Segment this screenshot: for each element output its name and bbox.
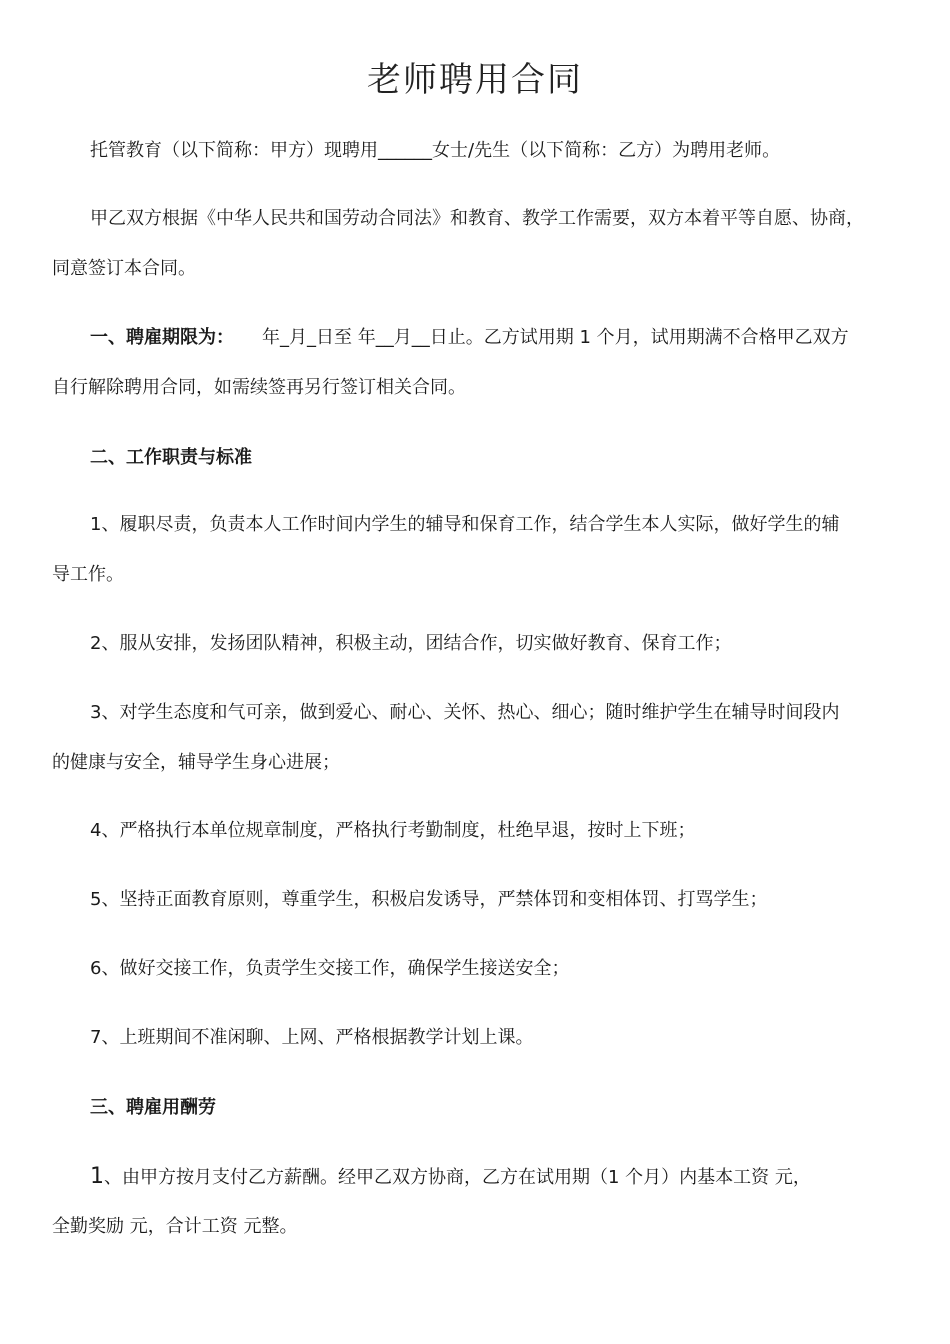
- section3-heading-block: [52, 1083, 912, 1133]
- duty-7-text: 7、上班期间不准闲聊、上网、严格根据教学计划上课。: [90, 1027, 534, 1048]
- basis-paragraph: [52, 194, 912, 294]
- section3-heading: 三、聘雇用酬劳: [90, 1097, 216, 1118]
- intro-text-b: 女士/先生（以下简称：乙方）为聘用老师。: [432, 140, 781, 161]
- duty-item-7: [52, 1013, 912, 1063]
- basis-line-1: 甲乙双方根据《中华人民共和国劳动合同法》和教育、教学工作需要，双方本着平等自愿、协商，: [90, 208, 864, 229]
- section1-line-2: 自行解除聘用合同，如需续签再另行签订相关合同。: [52, 377, 466, 398]
- duty-item-6: [52, 944, 912, 994]
- intro-paragraph: [52, 126, 912, 176]
- pay-1-line-1: 、由甲方按月支付乙方薪酬。经甲乙双方协商，乙方在试用期（1 个月）内基本工资 元，: [104, 1167, 811, 1188]
- duty-item-1: [52, 500, 912, 600]
- pay-1-line-2: 全勤奖励 元，合计工资 元整。: [52, 1216, 298, 1237]
- section1-line-1: 年_月_日至 年__月__日止。乙方试用期 1 个月，试用期满不合格甲乙双方: [262, 327, 849, 348]
- duty-item-3: [52, 688, 912, 788]
- section2-heading: 二、工作职责与标准: [90, 447, 252, 468]
- duty-3-line-2: 的健康与安全，辅导学生身心进展；: [52, 752, 340, 773]
- pay-item-1: [52, 1152, 912, 1252]
- duty-5-text: 5、坚持正面教育原则，尊重学生，积极启发诱导，严禁体罚和变相体罚、打骂学生；: [90, 889, 768, 910]
- duty-1-line-2: 导工作。: [52, 564, 124, 585]
- page-title: 老师聘用合同: [367, 60, 583, 100]
- duty-6-text: 6、做好交接工作，负责学生交接工作，确保学生接送安全；: [90, 958, 570, 979]
- duty-2-text: 2、服从安排，发扬团队精神，积极主动，团结合作，切实做好教育、保育工作；: [90, 633, 732, 654]
- section2-heading-block: [52, 433, 912, 483]
- basis-line-2: 同意签订本合同。: [52, 258, 196, 279]
- duty-3-line-1: 3、对学生态度和气可亲，做到爱心、耐心、关怀、热心、细心；随时维护学生在辅导时间段内: [90, 702, 840, 723]
- section1-paragraph: [52, 313, 912, 413]
- name-blank: ______: [378, 140, 432, 161]
- duty-item-2: [52, 619, 912, 669]
- intro-text-a: 托管教育（以下简称：甲方）现聘用: [90, 140, 378, 161]
- duty-item-4: [52, 806, 912, 856]
- section1-heading: 一、聘雇期限为：: [90, 327, 234, 348]
- duty-item-5: [52, 875, 912, 925]
- duty-4-text: 4、严格执行本单位规章制度，严格执行考勤制度，杜绝早退，按时上下班；: [90, 820, 696, 841]
- pay-1-number: 1: [90, 1164, 104, 1189]
- duty-1-line-1: 1、履职尽责，负责本人工作时间内学生的辅导和保育工作，结合学生本人实际，做好学生的辅: [90, 514, 840, 535]
